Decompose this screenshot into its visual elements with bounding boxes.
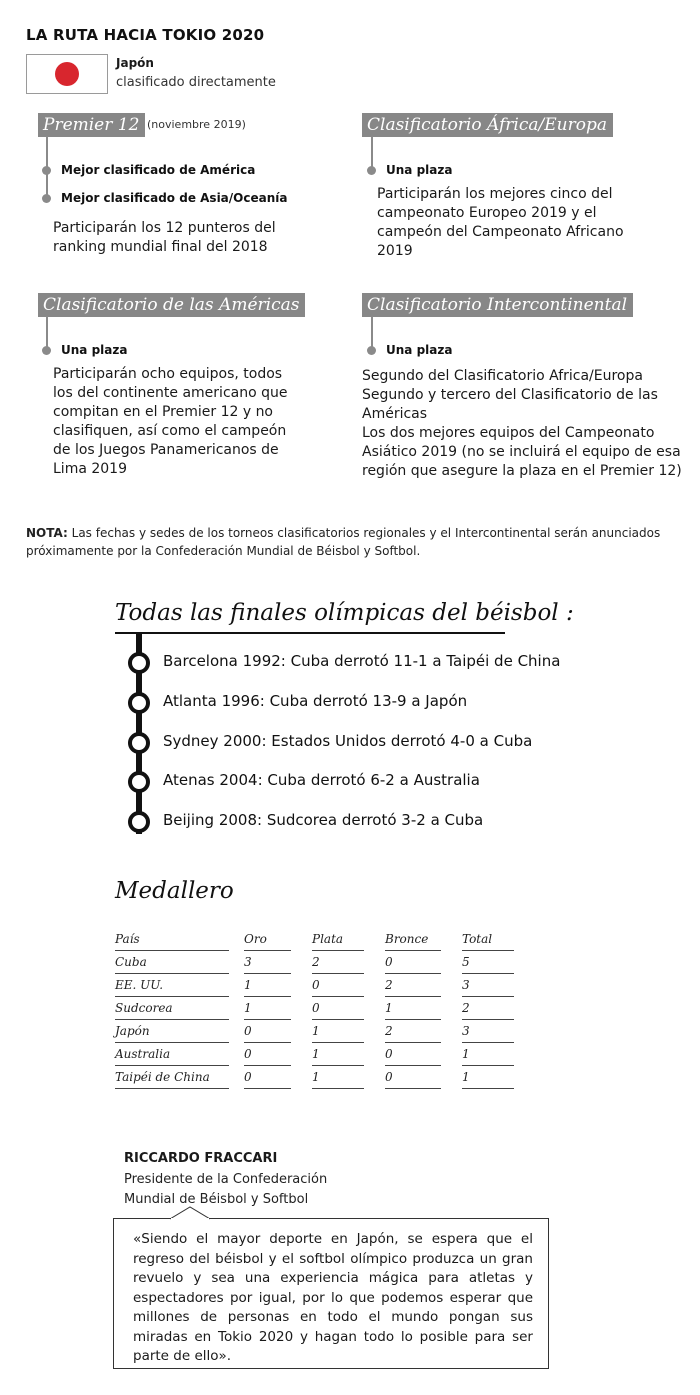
bronze-cell: 0 [385,952,441,974]
header-cell: Oro [244,929,291,951]
quote-author-role [124,1170,327,1210]
quote-text: «Siendo el mayor deporte en Japón, se espera que el regreso del béisbol y el softbol olímpico produzca un gran revuelo y sea una experiencia mágica para atletas y espectadores por igual, por lo que podemos esperar que millones de personas en todo el mundo pongan sus miradas en Tokio 2020 y hagan todo lo posible para ser parte de ello». [133,1231,533,1364]
country-cell: Cuba [115,952,229,974]
total-cell: 2 [462,998,514,1020]
total-cell: 1 [462,1067,514,1089]
desc-line: compitan en el Premier 12 y no [53,404,274,420]
desc-line: región que asegure la plaza en el Premier 12) [362,463,682,479]
timeline-ring [128,652,150,674]
desc-line: 2019 [377,243,413,259]
gold-cell: 0 [244,1067,291,1089]
bullet-text: Mejor clasificado de Asia/Oceanía [61,191,288,205]
bullet-dot [367,166,376,175]
desc-line: ranking mundial final del 2018 [53,239,268,255]
bullet-text: Mejor clasificado de América [61,163,256,177]
final-item: Atenas 2004: Cuba derrotó 6-2 a Australia [163,771,480,789]
desc-line: de los Juegos Panamericanos de [53,442,279,458]
bronze-cell: 0 [385,1067,441,1089]
gold-cell: 3 [244,952,291,974]
silver-cell: 0 [312,998,364,1020]
note-paragraph [26,524,686,560]
country-cell: Taipéi de China [115,1067,229,1089]
desc-line: los del continente americano que [53,385,288,401]
gold-cell: 1 [244,975,291,997]
bullet-dot [42,194,51,203]
section-label-africa-europa: Clasificatorio África/Europa [362,113,613,137]
medal-table-title: Medallero [115,878,234,904]
section-description-africa-europa [377,185,624,261]
page-title: LA RUTA HACIA TOKIO 2020 [26,26,265,44]
note-prefix: NOTA: [26,526,68,540]
silver-cell: 1 [312,1021,364,1043]
total-cell: 3 [462,975,514,997]
desc-line: campeonato Europeo 2019 y el [377,205,597,221]
bullet-text: Una plaza [61,343,128,357]
desc-line: Segundo del Clasificatorio Africa/Europa [362,368,643,384]
desc-line: Participarán los mejores cinco del [377,186,613,202]
desc-line: Américas [362,406,428,422]
timeline-ring [128,811,150,833]
silver-cell: 2 [312,952,364,974]
timeline-ring [128,692,150,714]
bronze-cell: 1 [385,998,441,1020]
bronze-cell: 0 [385,1044,441,1066]
gold-cell: 1 [244,998,291,1020]
silver-cell: 1 [312,1044,364,1066]
bullet-dot [367,346,376,355]
total-cell: 1 [462,1044,514,1066]
note-text: Las fechas y sedes de los torneos clasificatorios regionales y el Intercontinental serán anunciados próximamente por la Confederación Mundial de Béisbol y Softbol. [26,526,661,558]
section-label-americas: Clasificatorio de las Américas [38,293,305,317]
final-item: Sydney 2000: Estados Unidos derrotó 4-0 a Cuba [163,732,533,750]
bullet-text: Una plaza [386,343,453,357]
final-item: Beijing 2008: Sudcorea derrotó 3-2 a Cuba [163,811,484,829]
japan-qualification-note: clasificado directamente [116,75,276,90]
flag-red-disc [55,62,79,86]
section-label-premier12: Premier 12 [38,113,145,137]
country-cell: Japón [115,1021,229,1043]
quote-pointer [170,1206,210,1220]
japan-flag [26,54,108,94]
final-item: Atlanta 1996: Cuba derrotó 13-9 a Japón [163,692,468,710]
bullet-text: Una plaza [386,163,453,177]
country-cell: EE. UU. [115,975,229,997]
bronze-cell: 2 [385,975,441,997]
total-cell: 5 [462,952,514,974]
section-description-americas [53,365,287,479]
desc-line: Los dos mejores equipos del Campeonato [362,425,655,441]
header-cell: País [115,929,229,951]
desc-line: Asiático 2019 (no se incluirá el equipo de esa [362,444,681,460]
header-cell: Bronce [385,929,441,951]
desc-line: Segundo y tercero del Clasificatorio de las [362,387,658,403]
desc-line: Lima 2019 [53,461,127,477]
header-cell: Plata [312,929,364,951]
japan-name: Japón [116,56,154,70]
total-cell: 3 [462,1021,514,1043]
desc-line: Participarán ocho equipos, todos [53,366,283,382]
gold-cell: 0 [244,1021,291,1043]
role-line: Mundial de Béisbol y Softbol [124,1192,309,1207]
medal-table [0,929,700,1109]
desc-line: campeón del Campeonato Africano [377,224,624,240]
role-line: Presidente de la Confederación [124,1172,328,1187]
gold-cell: 0 [244,1044,291,1066]
country-cell: Sudcorea [115,998,229,1020]
section-description-intercontinental [362,367,682,481]
section-label-intercontinental: Clasificatorio Intercontinental [362,293,633,317]
bullet-dot [42,346,51,355]
timeline-ring [128,732,150,754]
desc-line: clasifiquen, así como el campeón [53,423,287,439]
quote-author-name: RICCARDO FRACCARI [124,1151,278,1166]
bullet-dot [42,166,51,175]
country-cell: Australia [115,1044,229,1066]
timeline-ring [128,771,150,793]
silver-cell: 1 [312,1067,364,1089]
bronze-cell: 2 [385,1021,441,1043]
final-item: Barcelona 1992: Cuba derrotó 11-1 a Taipéi de China [163,652,561,670]
silver-cell: 0 [312,975,364,997]
header-cell: Total [462,929,514,951]
desc-line: Participarán los 12 punteros del [53,220,276,236]
finals-title-underline [115,632,505,634]
section-description-premier12 [53,219,276,257]
section-date-premier12: (noviembre 2019) [147,118,246,131]
finals-title: Todas las finales olímpicas del béisbol : [115,600,574,626]
